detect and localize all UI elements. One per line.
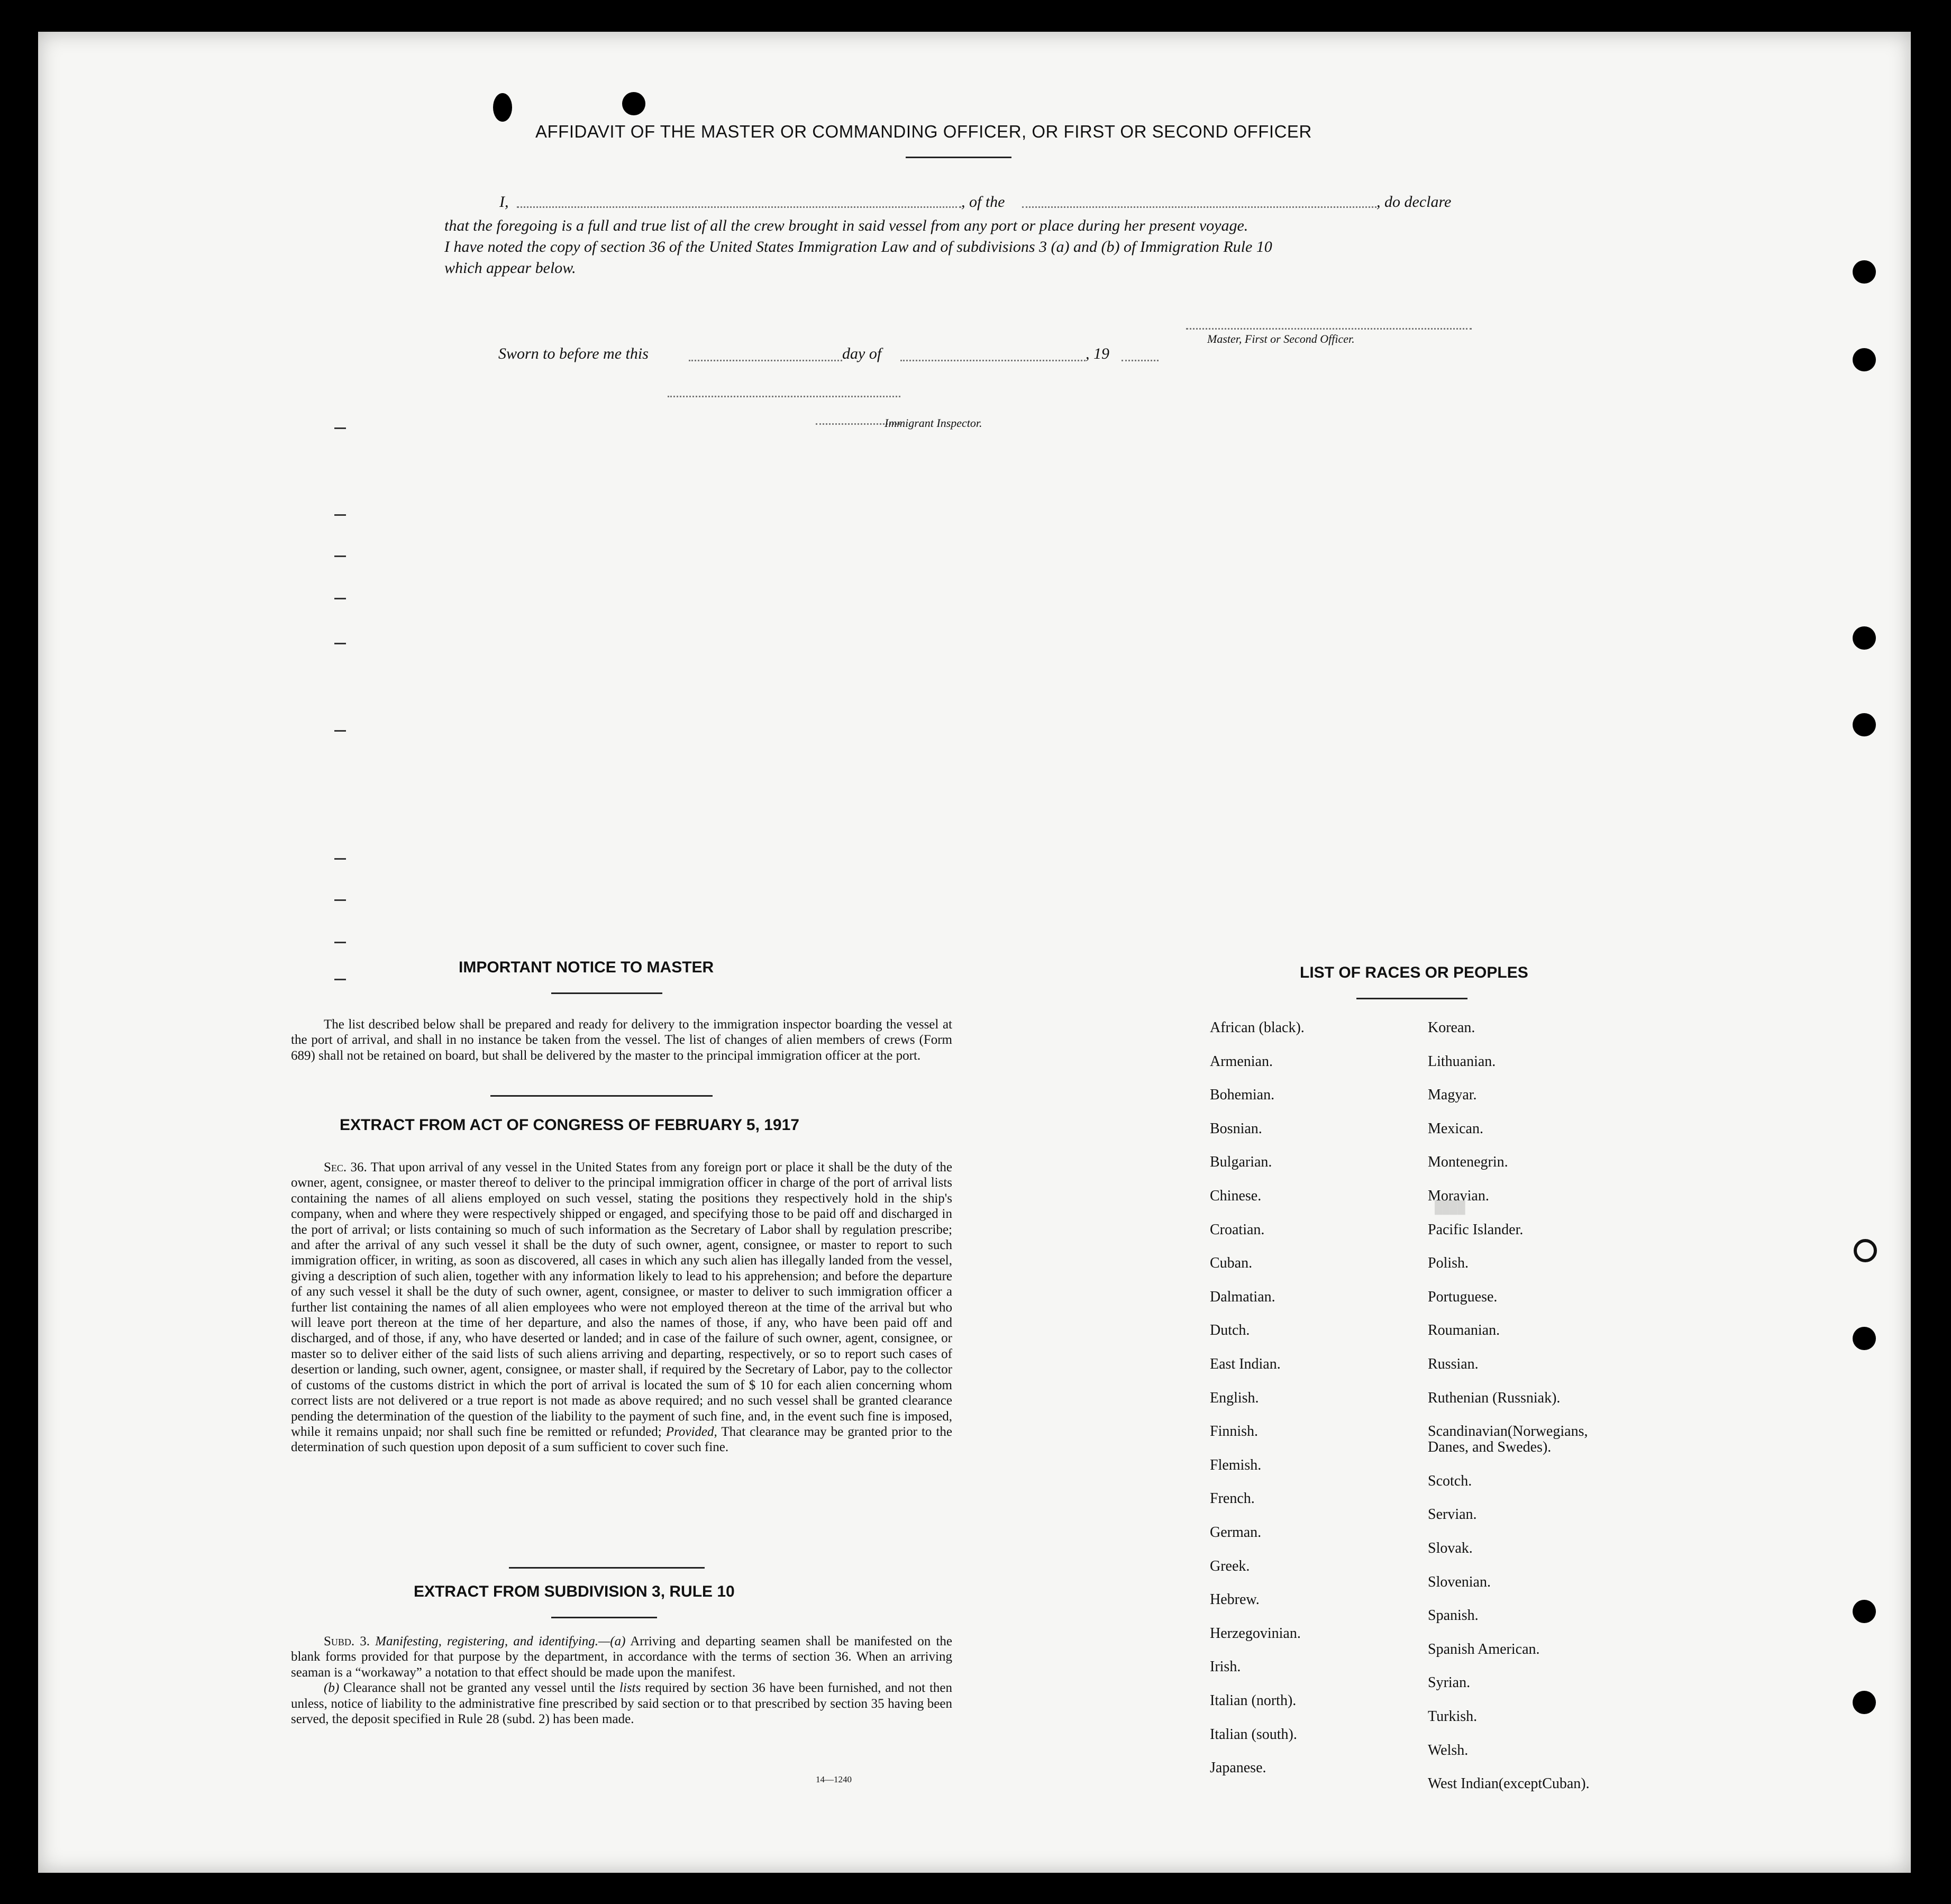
manifest-back-page — [38, 32, 1911, 1873]
day-of-text: day of — [842, 345, 882, 362]
race-item: Montenegrin. — [1428, 1154, 1508, 1171]
race-item: Mexican. — [1428, 1120, 1483, 1137]
margin-dash — [334, 730, 346, 732]
punch-hole — [1853, 348, 1876, 371]
race-item: Korean. — [1428, 1019, 1475, 1036]
race-item: Syrian. — [1428, 1674, 1471, 1691]
margin-dash — [334, 514, 346, 516]
bleed-through-text: ████ — [1435, 1201, 1465, 1215]
master-signature-label: Master, First or Second Officer. — [1207, 332, 1355, 345]
margin-dash — [334, 942, 346, 943]
race-item: Pacific Islander. — [1428, 1221, 1524, 1238]
race-item: Cuban. — [1210, 1255, 1253, 1272]
punch-hole — [1854, 1239, 1877, 1262]
race-item: Turkish. — [1428, 1708, 1478, 1725]
torn-hole — [493, 93, 512, 122]
inspector-label: Immigrant Inspector. — [885, 416, 982, 430]
rule-b-text-2: required by section 36 have been furnished, and not then unless, notice of liability to the administrative fine prescribed by said section or to that prescribed by section 35 having been served, the deposit specified in Rule 28 (subd. 2) has been made. — [291, 1681, 952, 1727]
race-item: Finnish. — [1210, 1423, 1259, 1440]
race-item: African (black). — [1210, 1019, 1305, 1036]
affidavit-line-2: I have noted the copy of section 36 of the United States Immigration Law and of subdivisions 3 (a) and (b) of Immigration Rule 10 — [444, 238, 1272, 256]
race-item: Welsh. — [1428, 1742, 1469, 1759]
race-item: Servian. — [1428, 1506, 1477, 1523]
margin-dash — [334, 555, 346, 557]
rule-title-rule — [551, 1617, 657, 1618]
margin-dash — [334, 979, 346, 980]
race-item: Italian (north). — [1210, 1692, 1297, 1709]
margin-dash — [334, 858, 346, 860]
race-item: Russian. — [1428, 1356, 1479, 1372]
name-blank[interactable] — [517, 206, 961, 208]
race-item: Slovenian. — [1428, 1573, 1491, 1590]
declare-end: , do declare — [1376, 193, 1452, 211]
race-item: Scandinavian(Norwegians, Danes, and Swedes). — [1428, 1423, 1588, 1456]
race-item: Portuguese. — [1428, 1288, 1498, 1305]
declare-i: I, — [499, 193, 509, 211]
act-rule — [509, 1567, 705, 1569]
notice-title-rule — [551, 992, 662, 994]
race-item: Italian (south). — [1210, 1726, 1297, 1743]
margin-dash — [334, 899, 346, 901]
inspector-signature-blank[interactable] — [668, 396, 900, 397]
margin-dash — [334, 598, 346, 599]
race-item: Moravian. — [1428, 1188, 1489, 1204]
vessel-blank[interactable] — [1022, 206, 1376, 208]
rule-body — [291, 1634, 952, 1727]
races-title: LIST OF RACES OR PEOPLES — [1300, 964, 1528, 981]
races-title-rule — [1356, 998, 1467, 999]
rule-b-lists: lists — [619, 1681, 641, 1696]
punch-hole — [1853, 626, 1876, 650]
race-item: Herzegovinian. — [1210, 1625, 1301, 1642]
margin-dash — [334, 643, 346, 644]
race-item: Lithuanian. — [1428, 1053, 1496, 1070]
race-item: Bulgarian. — [1210, 1154, 1272, 1171]
race-item: Spanish American. — [1428, 1641, 1540, 1657]
race-item: Slovak. — [1428, 1540, 1473, 1556]
act-provided-text: That clearance may be granted prior to the determination of such question upon deposit of a sum sufficient to cover such fine. — [291, 1424, 952, 1455]
race-item: English. — [1210, 1389, 1259, 1406]
race-item: Japanese. — [1210, 1760, 1266, 1777]
notice-rule — [490, 1095, 713, 1097]
act-title: EXTRACT FROM ACT OF CONGRESS OF FEBRUARY 5, 1917 — [340, 1116, 799, 1134]
race-item: West Indian(exceptCuban). — [1428, 1775, 1590, 1792]
rule-subd-a: Arriving and departing seamen shall be manifested on the blank forms provided for that purpose by the department, in accordance with the terms of section 36. When an arriving seaman is a “workaway” a notation to that effect should be made upon the manifest. — [291, 1634, 952, 1680]
race-item: East Indian. — [1210, 1356, 1281, 1372]
race-item: Armenian. — [1210, 1053, 1273, 1070]
race-item: Spanish. — [1428, 1607, 1479, 1624]
race-item: Magyar. — [1428, 1087, 1477, 1104]
affidavit-title: AFFIDAVIT OF THE MASTER OR COMMANDING OFFICER, OR FIRST OR SECOND OFFICER — [535, 122, 1312, 141]
race-item: French. — [1210, 1490, 1255, 1507]
race-item: Irish. — [1210, 1659, 1241, 1675]
year-text: , 19 — [1086, 345, 1109, 362]
race-item: Scotch. — [1428, 1472, 1472, 1489]
affidavit-title-rule — [906, 157, 1011, 158]
affidavit-line-3: which appear below. — [444, 259, 576, 277]
race-item: Hebrew. — [1210, 1591, 1260, 1608]
rule-subd-heading: Manifesting, registering, and identifying.—(a) — [375, 1634, 626, 1648]
punch-hole — [1853, 713, 1876, 736]
punch-hole — [1853, 1327, 1876, 1350]
act-provided-label: Provided, — [665, 1424, 717, 1439]
rule-b-label: (b) — [324, 1681, 340, 1696]
sworn-day-blank[interactable] — [689, 360, 842, 361]
margin-dash — [334, 427, 346, 429]
notice-body: The list described below shall be prepared and ready for delivery to the immigration inspector boarding the vessel at the port of arrival, and shall in no instance be taken from the vessel. The list of changes of alien members of crews (Form 689) shall not be retained on board, but shall be delivered by the master to the principal immigration officer at the port. — [291, 1017, 952, 1063]
affidavit-line-1: that the foregoing is a full and true list of all the crew brought in said vessel from any port or place during her present voyage. — [444, 217, 1248, 234]
race-item: Roumanian. — [1428, 1322, 1500, 1339]
act-body — [291, 1160, 952, 1455]
sworn-text: Sworn to before me this — [498, 345, 649, 362]
race-item: Chinese. — [1210, 1188, 1262, 1204]
race-item: Dutch. — [1210, 1322, 1250, 1339]
race-item: German. — [1210, 1524, 1262, 1541]
rule-b-text-1: Clearance shall not be granted any vessel until the — [343, 1681, 616, 1696]
race-item: Ruthenian (Russniak). — [1428, 1389, 1561, 1406]
punch-hole — [1853, 1600, 1876, 1623]
race-item: Dalmatian. — [1210, 1288, 1275, 1305]
act-text: That upon arrival of any vessel in the United States from any foreign port or place it shall be the duty of the owner, agent, consignee, or master thereof to deliver to the principal immigration officer in charge of the port of arrival lists containing the names of all aliens employed on such vessel, stating the positions they respectively hold in the ship's company, when and where they were respectively shipped or engaged, and specifying those to be paid off and discharged in the port of arrival; or lists containing so much of such information as the Secretary of Labor shall by regulation prescribe; and after the arrival of any such vessel it shall be the duty of such owner, agent, consignee, or master to report to such immigration officer, in writing, as soon as discovered, all cases in which any such alien has illegally landed from the vessel, giving a description of such alien, together with any information likely to lead to his apprehension; and before the departure of any such vessel it shall be the duty of such owner, agent, consignee, or master to deliver to such immigration officer a further list containing the names of all alien employees who were not employed thereon at the time of the arrival but who will leave port thereon at the time of her departure, and also the names of those, if any, who have been paid off and discharged, and of those, if any, who have deserted or landed; and in case of the failure of such owner, agent, consignee, or master so to deliver either of the said lists of such aliens arriving and departing, respectively, or so to report such cases of desertion or landing, such owner, agent, consignee, or master shall, if required by the Secretary of Labor, pay to the collector of customs of the customs district in which the port of arrival is located the sum of $ 10 for each alien concerning whom correct lists are not delivered or a true report is not made as above required; and no such vessel shall be granted clearance pending the determination of the question of the liability to the payment of such fine, and, in the event such fine is imposed, while it remains unpaid; nor shall such fine be remitted or refunded; — [291, 1160, 952, 1439]
rule-subd-label: Subd. 3. — [324, 1634, 370, 1648]
race-item: Bohemian. — [1210, 1087, 1275, 1104]
form-number: 14—1240 — [816, 1774, 852, 1784]
master-signature-blank[interactable] — [1186, 328, 1472, 330]
race-item: Greek. — [1210, 1557, 1250, 1574]
sworn-year-blank[interactable] — [1122, 360, 1159, 361]
sworn-month-blank[interactable] — [900, 360, 1086, 361]
punch-hole — [622, 92, 645, 115]
race-item: Polish. — [1428, 1255, 1469, 1272]
act-sec-label: Sec. 36. — [324, 1160, 367, 1174]
punch-hole — [1853, 260, 1876, 284]
race-item: Bosnian. — [1210, 1120, 1262, 1137]
punch-hole — [1853, 1691, 1876, 1714]
race-item: Flemish. — [1210, 1456, 1262, 1473]
notice-title: IMPORTANT NOTICE TO MASTER — [459, 959, 714, 976]
declare-of-the: , of the — [961, 193, 1005, 211]
rule-title: EXTRACT FROM SUBDIVISION 3, RULE 10 — [414, 1583, 735, 1600]
race-item: Croatian. — [1210, 1221, 1265, 1238]
